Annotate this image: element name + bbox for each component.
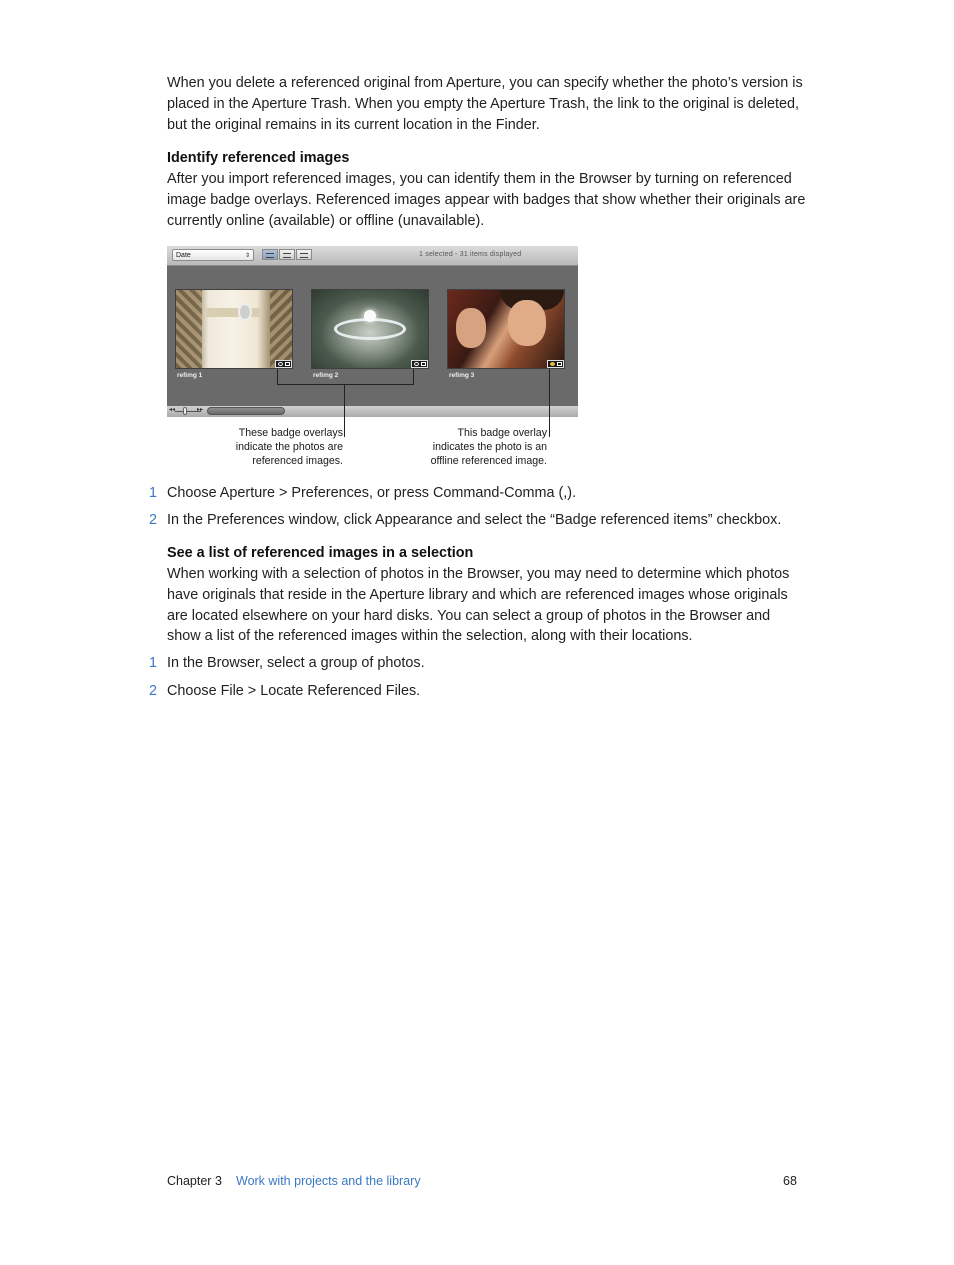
filmstrip-view-button[interactable] [262,249,278,260]
step-text: In the Browser, select a group of photos. [167,655,425,671]
grid-view-button[interactable] [279,249,295,260]
horizontal-scrollbar[interactable] [207,407,285,415]
browser-bottom-bar [167,406,578,417]
selection-status: 1 selected - 31 items displayed [419,251,522,258]
page-number: 68 [783,1174,797,1188]
step-number: 1 [149,655,158,671]
offline-referenced-badge-icon [547,360,564,368]
section-heading-identify: Identify referenced images [167,150,350,166]
browser-screenshot [167,246,578,417]
thumbnail-label: refimg 3 [449,372,475,379]
thumbnail-refimg-2[interactable] [312,290,428,368]
step-item [149,681,420,702]
footer-chapter: Chapter 3 [167,1174,222,1188]
callout-line [413,369,414,384]
step-number: 2 [149,512,158,528]
sort-popup[interactable] [172,249,254,261]
callout-left-line: These badge overlays [238,427,343,439]
callout-left-line: indicate the photos are [235,440,343,453]
callout-line [277,384,414,385]
callout-right-line: This badge overlay [457,427,547,439]
callout-line [549,369,550,437]
callout-line [344,384,345,437]
callout-line [277,369,278,384]
step-text: In the Preferences window, click Appearance and select the “Badge referenced items” checkbox. [167,512,782,528]
step-number: 1 [149,485,158,501]
zoom-slider-knob[interactable] [183,407,187,415]
section-body-list: When working with a selection of photos in the Browser, you may need to determine which photos have originals that reside in the Aperture library and which are referenced images whose originals are located elsewhere on your hard disks. You can select a group of photos in the Browser and show a list of the referenced images within the selection, along with their locations. [167,566,790,645]
step-item [149,483,576,504]
step-item [149,510,781,531]
callout-left [236,427,343,468]
step-number: 2 [149,683,158,699]
callout-right-line: offline referenced image. [430,454,547,467]
referenced-badge-icon [275,360,292,368]
step-item [149,653,425,674]
browser-toolbar [167,246,578,266]
section-heading-list: See a list of referenced images in a selection [167,545,474,561]
thumbnail-label: refimg 1 [177,372,203,379]
callout-right-line: indicates the photo is an [432,440,547,453]
step-text: Choose Aperture > Preferences, or press Command-Comma (,). [167,485,577,501]
callout-left-line: referenced images. [252,454,343,467]
thumbnail-label: refimg 2 [313,372,339,379]
thumbnail-refimg-3[interactable] [448,290,564,368]
sort-value: Date [176,252,191,259]
thumbnail-refimg-1[interactable] [176,290,292,368]
section-body-identify: After you import referenced images, you can identify them in the Browser by turning on referenced image badge overlays. Referenced images appear with badges that show whether their originals are currently online (available) or offline (unavailable). [167,171,806,229]
fast-forward-icon[interactable]: ▸▸ [197,407,204,413]
rewind-icon[interactable]: ◂◂ [169,407,176,413]
intro-paragraph: When you delete a referenced original from Aperture, you can specify whether the photo’s version is placed in the Aperture Trash. When you empty the Aperture Trash, the link to the original is deleted, but the original remains in its current location in the Finder. [167,75,803,133]
popup-arrows-icon: ⇕ [244,253,250,259]
step-text: Choose File > Locate Referenced Files. [167,683,421,699]
referenced-badge-icon [411,360,428,368]
callout-right [431,427,547,468]
list-view-button[interactable] [296,249,312,260]
footer-chapter-link[interactable]: Work with projects and the library [236,1174,421,1188]
